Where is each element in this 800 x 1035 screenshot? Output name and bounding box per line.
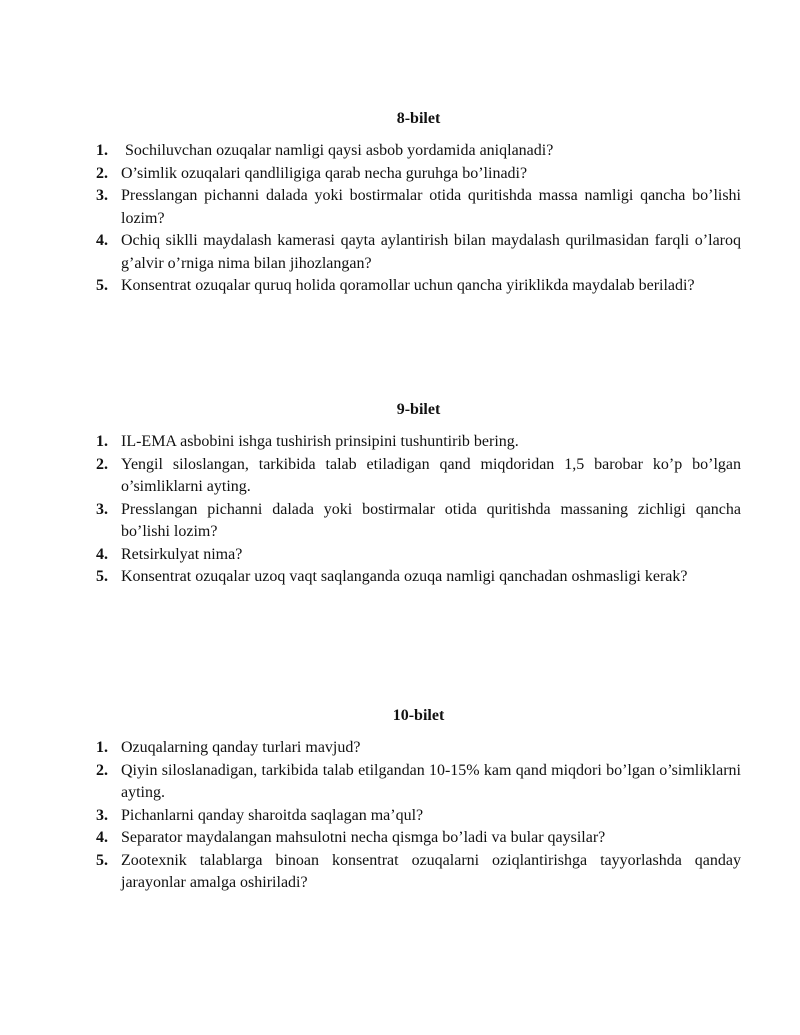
question-item: [96, 760, 741, 805]
question-item: [96, 275, 741, 298]
question-list: [96, 140, 741, 298]
question-text: Presslangan pichanni dalada yoki bostirmalar otida quritishda massa namligi qancha bo’lishi lozim?: [121, 187, 741, 227]
question-text: Ozuqalarning qanday turlari mavjud?: [121, 739, 361, 756]
question-list: [96, 737, 741, 895]
question-item: [96, 737, 741, 760]
question-item: [96, 185, 741, 230]
question-text: Qiyin siloslanadigan, tarkibida talab etilgandan 10-15% kam qand miqdori bo’lgan o’simliklarni ayting.: [121, 761, 741, 801]
question-number: 3.: [96, 500, 108, 518]
bilet-section: [96, 399, 741, 589]
question-text: Sochiluvchan ozuqalar namligi qaysi asbob yordamida aniqlanadi?: [121, 142, 554, 159]
question-number: 4.: [96, 545, 108, 563]
question-number: 3.: [96, 806, 108, 824]
question-text: Konsentrat ozuqalar uzoq vaqt saqlanganda ozuqa namligi qanchadan oshmasligi kerak?: [121, 568, 688, 585]
question-text: Separator maydalangan mahsulotni necha qismga bo’ladi va bular qaysilar?: [121, 829, 606, 846]
question-number: 1.: [96, 433, 108, 450]
question-number: 4.: [96, 232, 108, 249]
bilet-section: [96, 108, 741, 298]
question-item: [96, 850, 741, 895]
question-item: [96, 566, 741, 589]
question-text: Retsirkulyat nima?: [121, 545, 243, 563]
bilet-section: [96, 705, 741, 895]
question-number: 3.: [96, 187, 108, 204]
question-text: O’simlik ozuqalari qandliligiga qarab necha guruhga bo’linadi?: [121, 164, 528, 182]
question-text: Konsentrat ozuqalar quruq holida qoramollar uchun qancha yiriklikda maydalab beriladi?: [121, 277, 695, 294]
question-number: 5.: [96, 568, 108, 585]
question-number: 5.: [96, 851, 108, 869]
question-item: [96, 499, 741, 544]
question-number: 5.: [96, 277, 108, 294]
question-number: 2.: [96, 455, 108, 473]
question-item: [96, 454, 741, 499]
question-text: Zootexnik talablarga binoan konsentrat ozuqalarni oziqlantirishga tayyorlashda qanday jarayonlar amalga oshiriladi?: [121, 851, 741, 891]
question-item: [96, 230, 741, 275]
question-item: [96, 163, 741, 186]
question-number: 2.: [96, 761, 108, 779]
question-number: 1.: [96, 739, 108, 756]
bilet-title: 8-bilet: [396, 110, 441, 127]
question-number: 4.: [96, 829, 108, 846]
question-text: Pichanlarni qanday sharoitda saqlagan ma’qul?: [121, 806, 424, 824]
question-item: [96, 140, 741, 163]
question-number: 1.: [96, 142, 108, 159]
question-list: [96, 431, 741, 589]
question-text: IL-EMA asbobini ishga tushirish prinsipini tushuntirib bering.: [121, 433, 519, 450]
question-item: [96, 431, 741, 454]
question-text: Yengil siloslangan, tarkibida talab etiladigan qand miqdoridan 1,5 barobar ko’p bo’lgan o’simliklarni ayting.: [121, 455, 741, 495]
question-item: [96, 827, 741, 850]
question-item: [96, 805, 741, 828]
question-item: [96, 544, 741, 567]
bilet-title: 9-bilet: [396, 401, 441, 418]
question-number: 2.: [96, 164, 108, 182]
question-text: Presslangan pichanni dalada yoki bostirmalar otida quritishda massaning zichligi qancha bo’lishi lozim?: [121, 500, 741, 540]
bilet-title: 10-bilet: [392, 707, 445, 724]
question-text: Ochiq siklli maydalash kamerasi qayta aylantirish bilan maydalash qurilmasidan farqli o’laroq g’alvir o’rniga nima bilan jihozlangan?: [121, 232, 741, 272]
